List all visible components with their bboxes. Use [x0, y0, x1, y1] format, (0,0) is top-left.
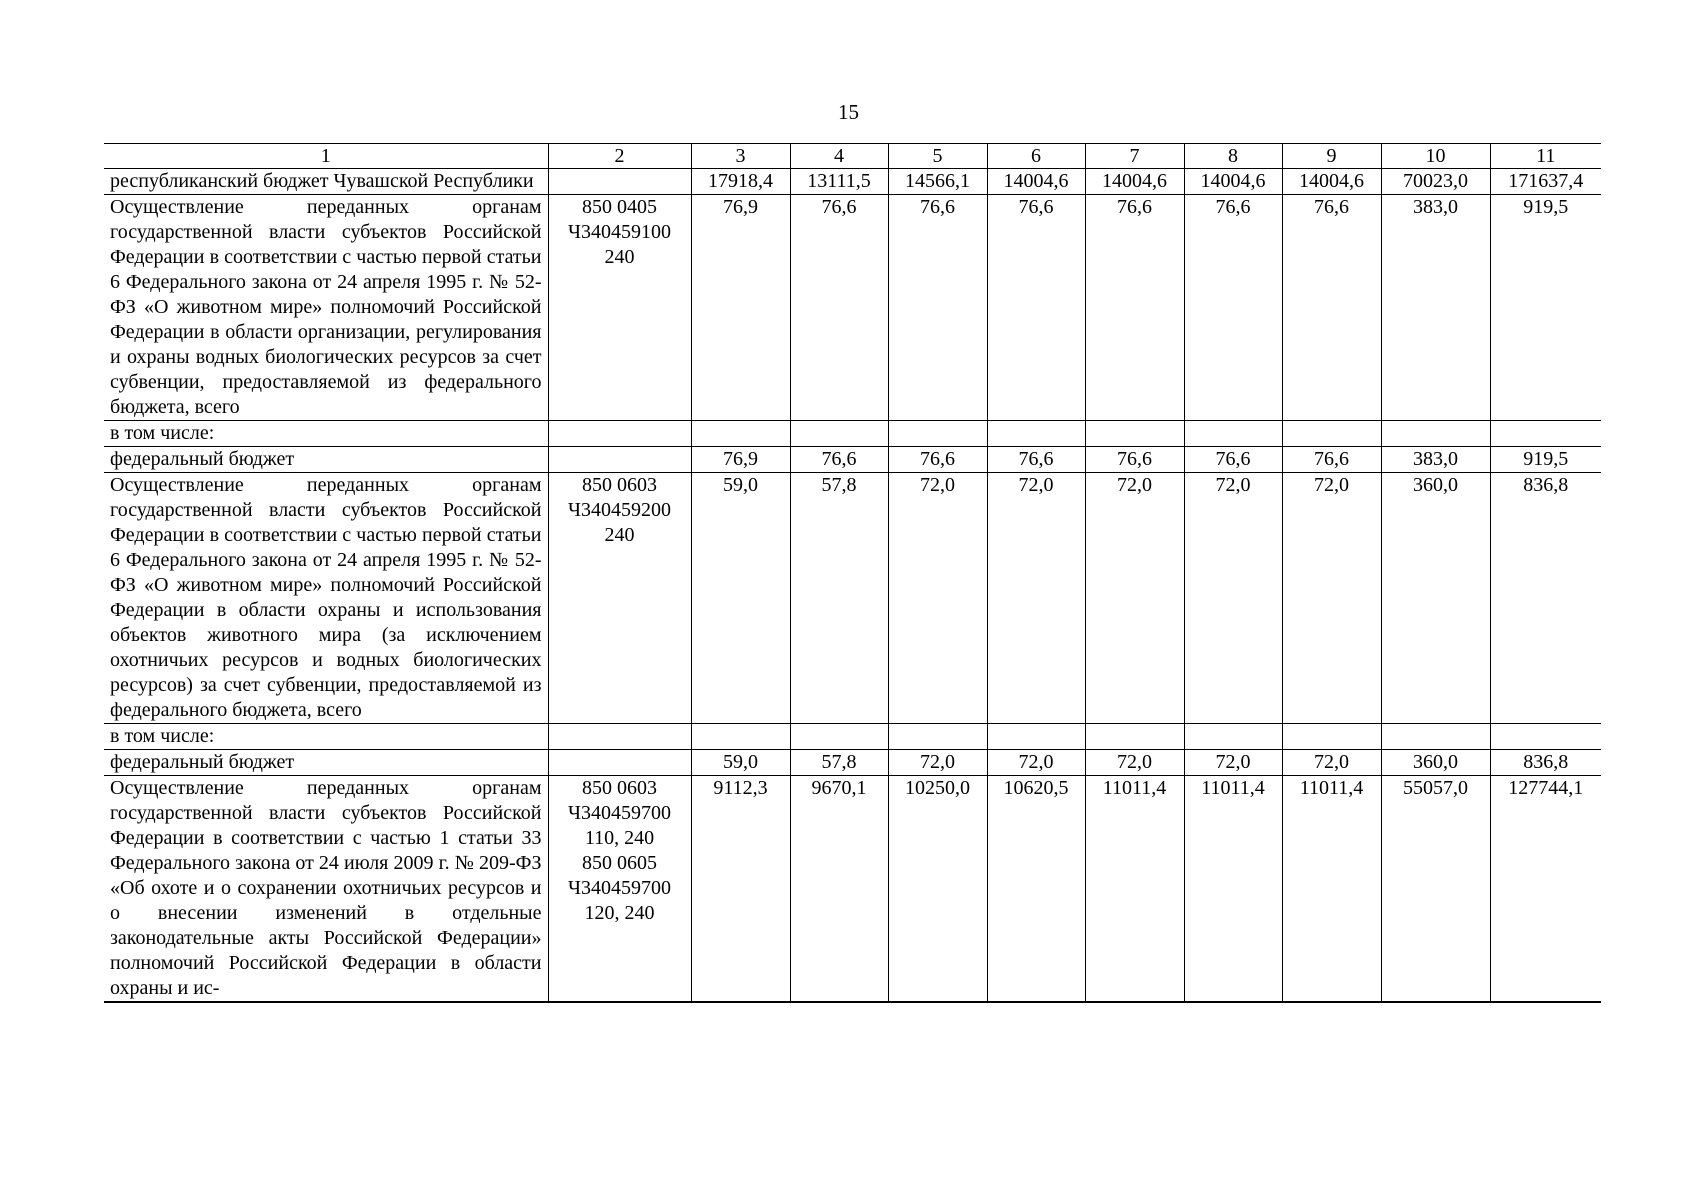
value-cell: 76,9	[691, 447, 790, 473]
value-cell: 76,6	[1184, 195, 1282, 421]
budget-table	[104, 143, 1601, 1003]
value-cell: 14004,6	[1184, 169, 1282, 195]
total-cell: 836,8	[1490, 750, 1601, 776]
column-header: 1	[104, 144, 548, 169]
value-cell: 76,6	[987, 447, 1085, 473]
value-cell: 14004,6	[1085, 169, 1184, 195]
table-row	[104, 195, 1601, 421]
value-cell	[1085, 724, 1184, 750]
total-cell: 919,5	[1490, 195, 1601, 421]
row-name-cell: в том числе:	[104, 421, 548, 447]
value-cell	[790, 421, 888, 447]
value-cell: 76,6	[888, 195, 987, 421]
value-cell	[1381, 724, 1490, 750]
column-header: 9	[1282, 144, 1381, 169]
value-cell: 76,6	[888, 447, 987, 473]
value-cell: 76,6	[1085, 195, 1184, 421]
value-cell: 72,0	[1282, 750, 1381, 776]
budget-code-cell	[548, 447, 691, 473]
column-header: 4	[790, 144, 888, 169]
value-cell: 72,0	[888, 473, 987, 724]
row-name-cell: федеральный бюджет	[104, 750, 548, 776]
value-cell: 57,8	[790, 750, 888, 776]
row-name-cell: Осуществление переданных органам государственной власти субъектов Российской Федерации в соответствии с частью 1 статьи 33 Федерального закона от 24 июля 2009 г. № 209-ФЗ «Об охоте и о сохранении охотничьих ресурсов и о внесении изменений в отдельные законодательные акты Российской Федерации» полномочий Российской Федерации в области охраны и ис-	[104, 776, 548, 1003]
column-header: 10	[1381, 144, 1490, 169]
total-cell: 127744,1	[1490, 776, 1601, 1003]
value-cell: 55057,0	[1381, 776, 1490, 1003]
value-cell	[888, 421, 987, 447]
budget-code-cell: 850 0603 Ч340459200 240	[548, 473, 691, 724]
value-cell: 76,6	[1184, 447, 1282, 473]
value-cell: 72,0	[1085, 473, 1184, 724]
value-cell: 9112,3	[691, 776, 790, 1003]
value-cell	[1184, 421, 1282, 447]
value-cell: 17918,4	[691, 169, 790, 195]
value-cell: 72,0	[987, 750, 1085, 776]
total-cell: 919,5	[1490, 447, 1601, 473]
value-cell: 9670,1	[790, 776, 888, 1003]
table-row	[104, 421, 1601, 447]
column-header: 5	[888, 144, 987, 169]
row-name-cell: в том числе:	[104, 724, 548, 750]
value-cell	[691, 724, 790, 750]
value-cell: 76,6	[790, 195, 888, 421]
value-cell: 11011,4	[1282, 776, 1381, 1003]
value-cell: 76,6	[1282, 447, 1381, 473]
value-cell: 72,0	[888, 750, 987, 776]
value-cell	[987, 421, 1085, 447]
value-cell: 72,0	[1184, 750, 1282, 776]
value-cell: 76,9	[691, 195, 790, 421]
column-number-row	[104, 144, 1601, 169]
column-header: 3	[691, 144, 790, 169]
value-cell: 59,0	[691, 473, 790, 724]
value-cell: 72,0	[1282, 473, 1381, 724]
total-cell: 171637,4	[1490, 169, 1601, 195]
value-cell: 13111,5	[790, 169, 888, 195]
budget-code-cell	[548, 750, 691, 776]
value-cell: 14004,6	[987, 169, 1085, 195]
value-cell: 72,0	[987, 473, 1085, 724]
value-cell	[691, 421, 790, 447]
page-number: 15	[838, 100, 859, 124]
value-cell: 76,6	[1282, 195, 1381, 421]
value-cell: 14566,1	[888, 169, 987, 195]
value-cell	[987, 724, 1085, 750]
value-cell: 10620,5	[987, 776, 1085, 1003]
value-cell: 10250,0	[888, 776, 987, 1003]
value-cell	[1184, 724, 1282, 750]
table-row	[104, 169, 1601, 195]
value-cell: 72,0	[1085, 750, 1184, 776]
value-cell: 383,0	[1381, 447, 1490, 473]
total-cell	[1490, 421, 1601, 447]
column-header: 11	[1490, 144, 1601, 169]
total-cell	[1490, 724, 1601, 750]
value-cell	[888, 724, 987, 750]
value-cell	[790, 724, 888, 750]
table-row	[104, 776, 1601, 1003]
value-cell: 59,0	[691, 750, 790, 776]
row-name-cell: федеральный бюджет	[104, 447, 548, 473]
value-cell: 14004,6	[1282, 169, 1381, 195]
row-name-cell: Осуществление переданных органам государственной власти субъектов Российской Федерации в соответствии с частью первой статьи 6 Федерального закона от 24 апреля 1995 г. № 52-ФЗ «О животном мире» полномочий Российской Федерации в области организации, регулирования и охраны водных биологических ресурсов за счет субвенции, предоставляемой из федерального бюджета, всего	[104, 195, 548, 421]
value-cell: 70023,0	[1381, 169, 1490, 195]
value-cell: 383,0	[1381, 195, 1490, 421]
value-cell: 11011,4	[1085, 776, 1184, 1003]
row-name-cell: республиканский бюджет Чувашской Республики	[104, 169, 548, 195]
value-cell	[1282, 421, 1381, 447]
table-row	[104, 724, 1601, 750]
budget-code-cell	[548, 169, 691, 195]
column-header: 2	[548, 144, 691, 169]
budget-code-cell: 850 0405 Ч340459100 240	[548, 195, 691, 421]
value-cell: 11011,4	[1184, 776, 1282, 1003]
row-name-cell: Осуществление переданных органам государственной власти субъектов Российской Федерации в соответствии с частью первой статьи 6 Федерального закона от 24 апреля 1995 г. № 52-ФЗ «О животном мире» полномочий Российской Федерации в области охраны и использования объектов животного мира (за исключением охотничьих ресурсов и водных биологических ресурсов) за счет субвенции, предоставляемой из федерального бюджета, всего	[104, 473, 548, 724]
value-cell: 360,0	[1381, 750, 1490, 776]
value-cell	[1381, 421, 1490, 447]
table-row	[104, 473, 1601, 724]
value-cell: 76,6	[987, 195, 1085, 421]
table-row	[104, 750, 1601, 776]
value-cell: 57,8	[790, 473, 888, 724]
table-row	[104, 447, 1601, 473]
column-header: 6	[987, 144, 1085, 169]
value-cell: 76,6	[790, 447, 888, 473]
column-header: 8	[1184, 144, 1282, 169]
budget-code-cell: 850 0603 Ч340459700 110, 240 850 0605 Ч340459700 120, 240	[548, 776, 691, 1003]
total-cell: 836,8	[1490, 473, 1601, 724]
value-cell: 360,0	[1381, 473, 1490, 724]
value-cell: 72,0	[1184, 473, 1282, 724]
value-cell	[1282, 724, 1381, 750]
column-header: 7	[1085, 144, 1184, 169]
budget-code-cell	[548, 421, 691, 447]
value-cell	[1085, 421, 1184, 447]
value-cell: 76,6	[1085, 447, 1184, 473]
budget-code-cell	[548, 724, 691, 750]
